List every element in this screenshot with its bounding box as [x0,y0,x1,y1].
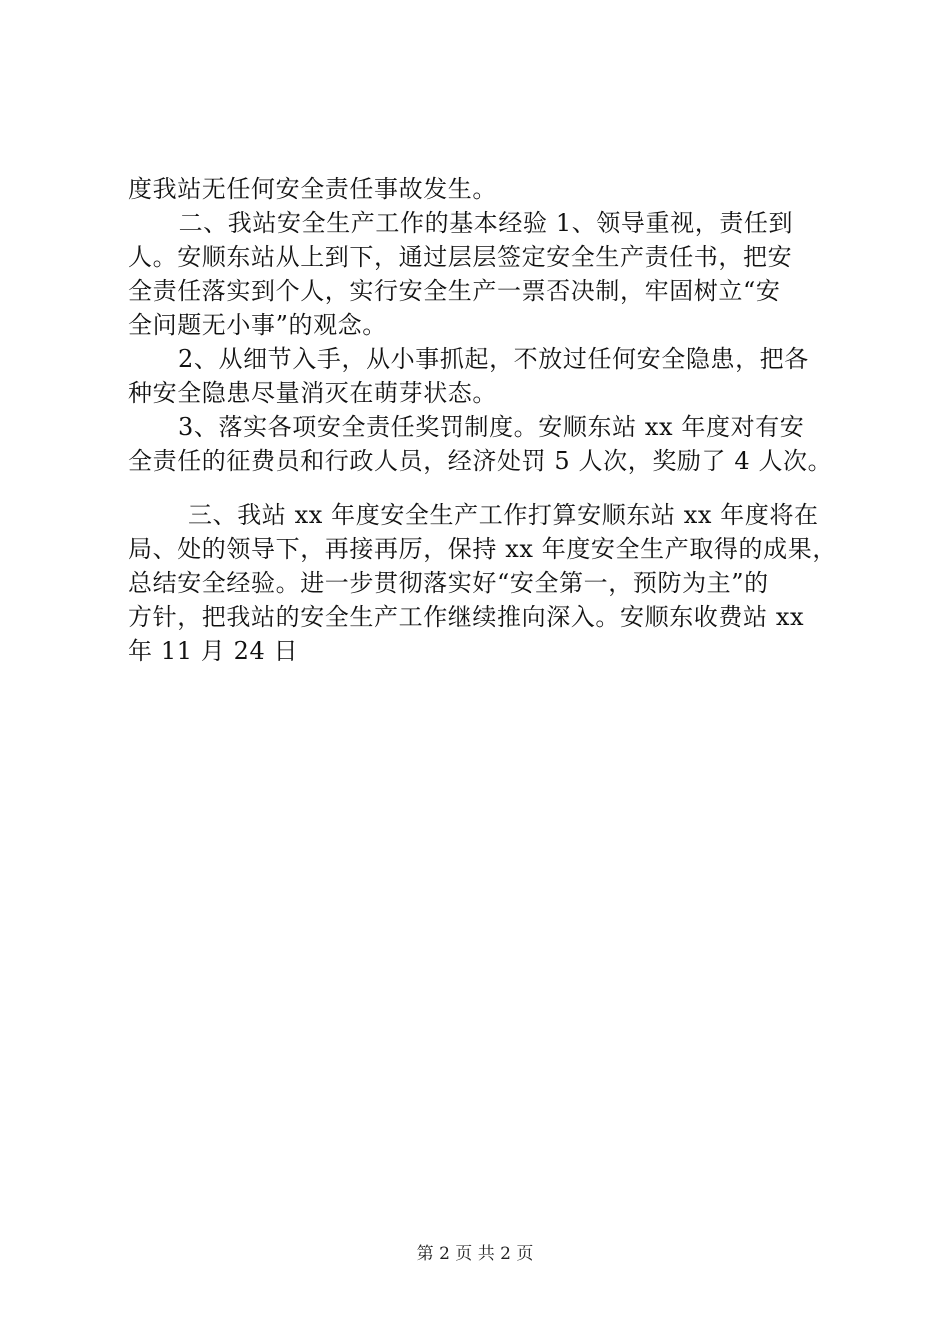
text-line: 度我站无任何安全责任事故发生。 [128,175,497,203]
text-line: 种安全隐患尽量消灭在萌芽状态。 [128,379,497,407]
page-footer: 第 2 页 共 2 页 [416,1244,534,1264]
text-line: 全问题无小事”的观念。 [128,311,387,339]
text-line: 局、处的领导下，再接再厉，保持 xx 年度安全生产取得的成果， [128,535,837,563]
text-line: 全责任落实到个人，实行安全生产一票否决制，牢固树立“安 [128,277,781,305]
text-line: 3、落实各项安全责任奖罚制度。安顺东站 xx 年度对有安 [178,413,805,441]
text-line: 三、我站 xx 年度安全生产工作打算安顺东站 xx 年度将在 [188,501,819,529]
text-line: 2、从细节入手，从小事抓起，不放过任何安全隐患，把各 [178,345,809,373]
text-line: 年 11 月 24 日 [128,637,299,665]
text-line: 方针，把我站的安全生产工作继续推向深入。安顺东收费站 xx [128,603,805,631]
text-line: 总结安全经验。进一步贯彻落实好“安全第一，预防为主”的 [128,569,769,597]
text-line: 全责任的征费员和行政人员，经济处罚 5 人次，奖励了 4 人次。 [128,447,833,475]
text-line: 二、我站安全生产工作的基本经验 1、领导重视，责任到 [154,209,794,237]
text-line: 人。安顺东站从上到下，通过层层签定安全生产责任书，把安 [128,243,793,271]
